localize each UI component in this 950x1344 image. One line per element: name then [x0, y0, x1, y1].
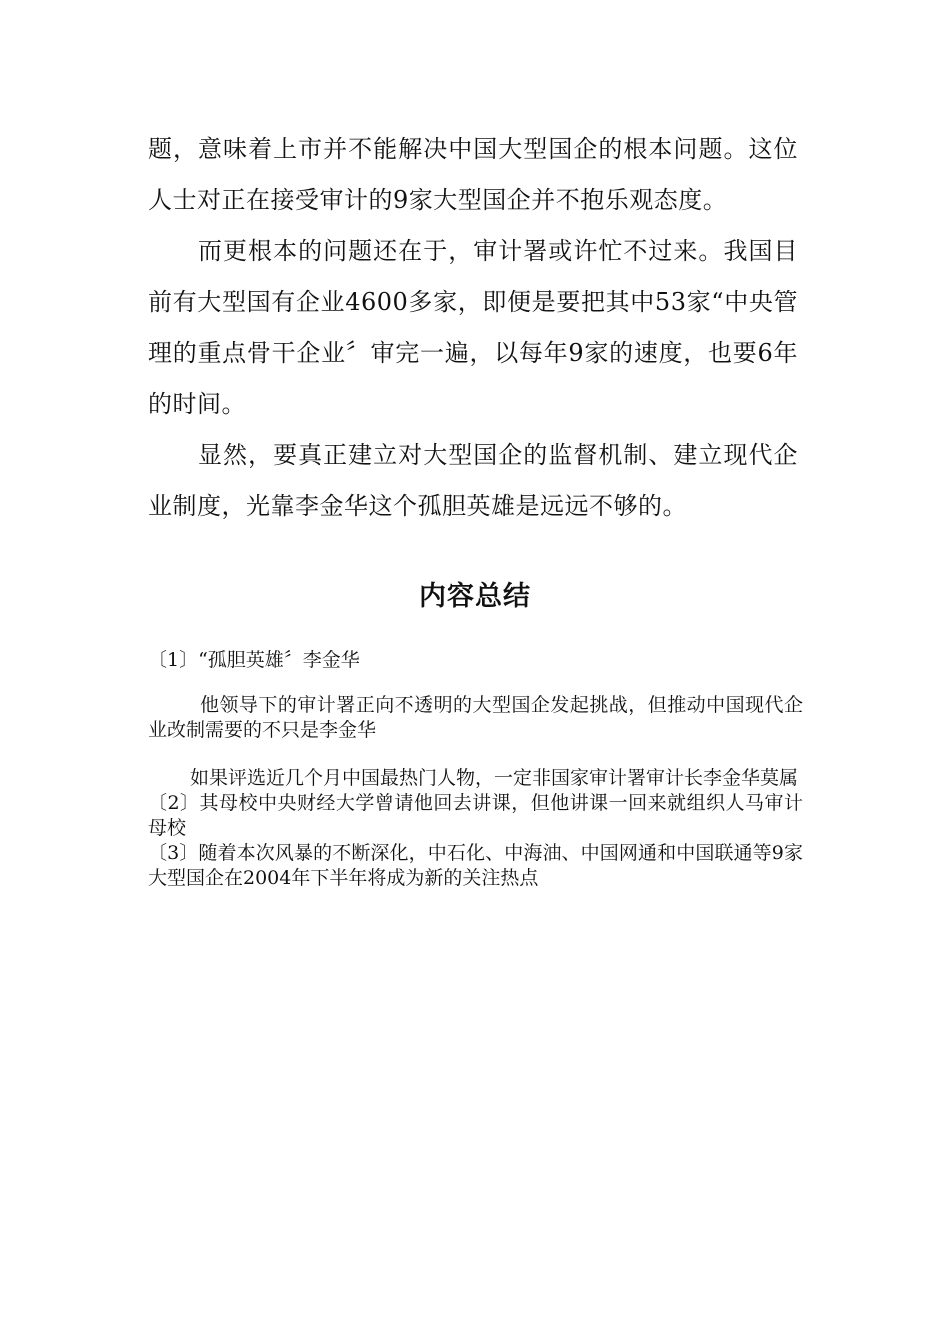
summary-quote: 他领导下的审计署正向不透明的大型国企发起挑战，但推动中国现代企业改制需要的不只是李金华 — [148, 694, 803, 741]
paragraph-audit-capacity: 而更根本的问题还在于，审计署或许忙不过来。我国目前有大型国有企业4600多家，即便是要把其中53家“中央管理的重点骨干企业〞审完一遍，以每年9家的速度，也要6年的时间。 — [148, 237, 798, 418]
paragraph-conclusion: 显然，要真正建立对大型国企的监督机制、建立现代企业制度，光靠李金华这个孤胆英雄是远远不够的。 — [148, 441, 798, 520]
document-body — [148, 124, 798, 532]
summary-title: 内容总结 — [419, 581, 531, 612]
summary-item-1: 〔1〕“孤胆英雄〞李金华 — [148, 649, 360, 671]
summary-section — [148, 648, 803, 891]
summary-lead: 如果评选近几个月中国最热门人物，一定非国家审计署审计长李金华莫属 — [190, 767, 799, 789]
paragraph-continuation: 题，意味着上市并不能解决中国大型国企的根本问题。这位人士对正在接受审计的9家大型国企并不抱乐观态度。 — [148, 135, 798, 214]
summary-item-2: 〔2〕其母校中央财经大学曾请他回去讲课，但他讲课一回来就组织人马审计母校 — [148, 792, 803, 839]
summary-item-3: 〔3〕随着本次风暴的不断深化，中石化、中海油、中国网通和中国联通等9家大型国企在2004年下半年将成为新的关注热点 — [148, 842, 803, 889]
